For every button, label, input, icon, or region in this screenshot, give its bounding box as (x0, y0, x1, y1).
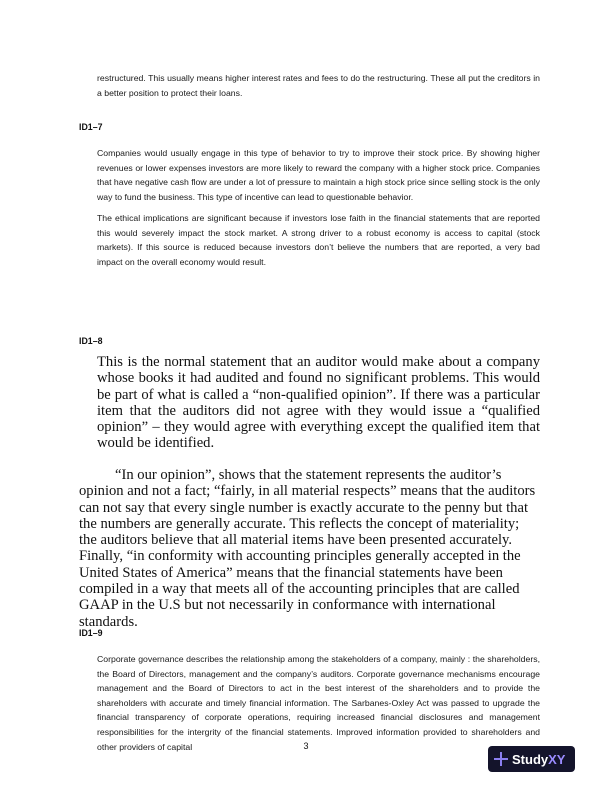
section-heading-id1-9: ID1–9 (79, 628, 103, 638)
id1-7-paragraph-1: Companies would usually engage in this type of behavior to try to improve their stock price. By showing higher revenues or lower expenses investors are more likely to reward the company with a higher stock price. Companies that have negative cash flow are under a lot of pressure to maintain a high stock price since selling stock is the only way to fund the business. This type of incentive can lead to questionable behavior. (97, 148, 540, 202)
continuation-paragraph: restructured. This usually means higher interest rates and fees to do the restructuring. These all put the creditors in a better position to protect their loans. (97, 73, 540, 98)
page-number: 3 (303, 741, 309, 751)
id1-7-paragraph-2: The ethical implications are significant because if investors lose faith in the financial statements that are reported this would severely impact the stock market. A strong driver to a robust economy is access to capital (stock markets). If this source is reduced because investors don’t believe the numbers that are reported, a very bad impact on the overall economy would result. (97, 213, 540, 267)
section-heading-id1-8: ID1–8 (79, 336, 103, 346)
studyxy-badge[interactable] (488, 746, 575, 772)
badge-label (512, 752, 565, 767)
section-heading-id1-7: ID1–7 (79, 122, 103, 132)
badge-label-study: Study (512, 751, 549, 767)
id1-8-paragraph-1: This is the normal statement that an auditor would make about a company whose books it had audited and found no significant problems. This would be part of what is called a “non-qualified opinion”. If there was a particular item that the auditors did not agree with they would issue a “qualified opinion” – they would agree with everything except the qualified item that would be identified. (97, 354, 540, 452)
id1-8-paragraph-2: “In our opinion”, shows that the statement represents the auditor’s opinion and not a fact; “fairly, in all material respects” means that the auditors can not say that every single number is exactly accurate to the penny but that the numbers are generally accurate. This reflects the concept of materiality; the auditors believe that all material items have been presented accurately. Finally, “in conformity with accounting principles generally accepted in the United States of America” means that the financial statements have been compiled in a way that meets all of the accounting principles that are called GAAP in the U.S but not necessarily in conformance with international standards. (79, 467, 536, 630)
id1-9-paragraph-1: Corporate governance describes the relationship among the stakeholders of a company, mainly : the shareholders, the Board of Directors, management and the company’s auditors. Corporate governance mechanisms encourage management and the Board of Directors to act in the best interest of the shareholders and to provide the shareholders with accurate and timely financial information. The Sarbanes-Oxley Act was passed to upgrade the financial transparency of corporate operations, requiring increased financial disclosures and management responsibilities for the intergrity of the financial statements. Improved information provided to shareholders and other providers of capital (97, 654, 540, 752)
badge-label-xy: XY (548, 751, 566, 767)
plus-icon (494, 752, 508, 766)
